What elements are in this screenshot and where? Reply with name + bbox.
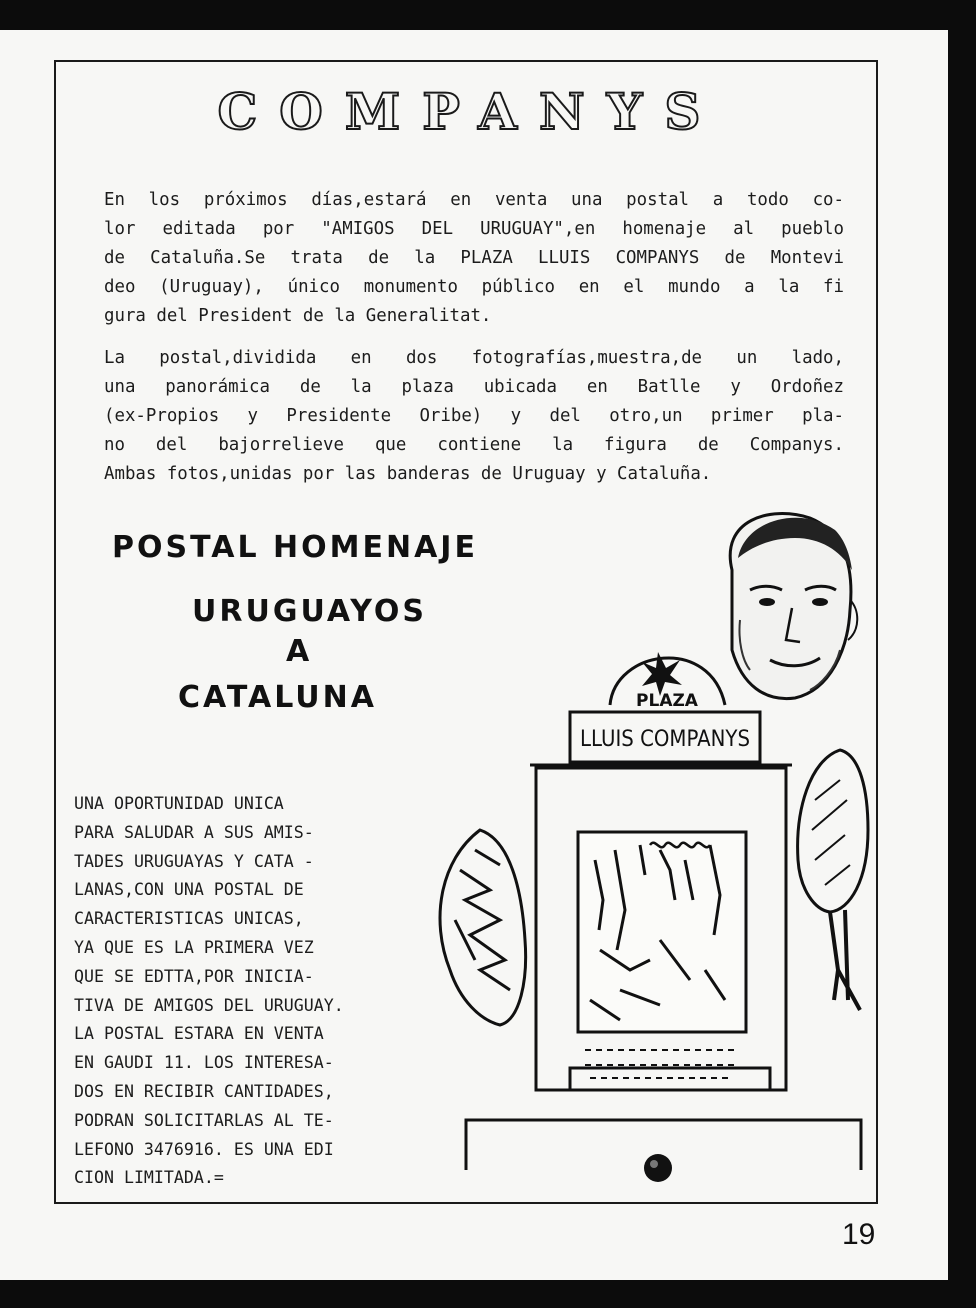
announcement-text (74, 790, 424, 1193)
text-line: La postal,dividida en dos fotografías,muestra,de un lado, (104, 348, 844, 368)
sign-top-text: PLAZA (636, 691, 698, 711)
text-line: (ex-Propios y Presidente Oribe) y del otro,un primer pla- (104, 406, 844, 426)
headline-cataluna: CATALUNA (178, 680, 377, 715)
text-line: PODRAN SOLICITARLAS AL TE- (74, 1110, 334, 1130)
text-line: LANAS,CON UNA POSTAL DE (74, 880, 304, 900)
plaza-sign (570, 652, 760, 762)
text-line: EN GAUDI 11. LOS INTERESA- (74, 1053, 334, 1073)
text-line: Ambas fotos,unidas por las banderas de Uruguay y Cataluña. (104, 464, 712, 484)
text-line: una panorámica de la plaza ubicada en Batlle y Ordoñez (104, 377, 844, 397)
plaza-monument-illustration (420, 500, 880, 1200)
text-line: deo (Uruguay), único monumento público en el mundo a la fi (104, 277, 844, 297)
right-tree (798, 750, 868, 1010)
text-line: DOS EN RECIBIR CANTIDADES, (74, 1081, 334, 1101)
text-line: LEFONO 3476916. ES UNA EDI (74, 1139, 334, 1159)
text-line: UNA OPORTUNIDAD UNICA (74, 794, 284, 813)
text-line: lor editada por "AMIGOS DEL URUGUAY",en homenaje al pueblo (104, 219, 844, 239)
intro-paragraph (104, 186, 844, 331)
text-line: CION LIMITADA.= (74, 1168, 224, 1188)
article-title: COMPANYS (217, 82, 723, 141)
page-number: 19 (842, 1218, 876, 1251)
text-line: gura del President de la Generalitat. (104, 306, 492, 326)
headline-postal-homenaje: POSTAL HOMENAJE (112, 530, 478, 565)
text-line: TADES URUGUAYAS Y CATA - (74, 851, 314, 871)
headline-uruguayos: URUGUAYOS (192, 594, 427, 629)
text-line: PARA SALUDAR A SUS AMIS- (74, 822, 314, 842)
description-paragraph (104, 344, 844, 489)
left-tree (440, 830, 526, 1025)
text-line: QUE SE EDTTA,POR INICIA- (74, 966, 314, 986)
sign-main-text: LLUIS COMPANYS (580, 727, 750, 752)
text-line: TIVA DE AMIGOS DEL URUGUAY. (74, 995, 344, 1015)
text-line: LA POSTAL ESTARA EN VENTA (74, 1024, 324, 1044)
text-line: YA QUE ES LA PRIMERA VEZ (74, 937, 314, 957)
text-line: de Cataluña.Se trata de la PLAZA LLUIS COMPANYS de Montevi (104, 248, 844, 268)
headline-a: A (286, 634, 313, 669)
companys-portrait (730, 514, 857, 699)
text-line: En los próximos días,estará en venta una postal a todo co- (104, 190, 844, 210)
text-line: no del bajorrelieve que contiene la figura de Companys. (104, 435, 844, 455)
text-line: CARACTERISTICAS UNICAS, (74, 909, 304, 929)
